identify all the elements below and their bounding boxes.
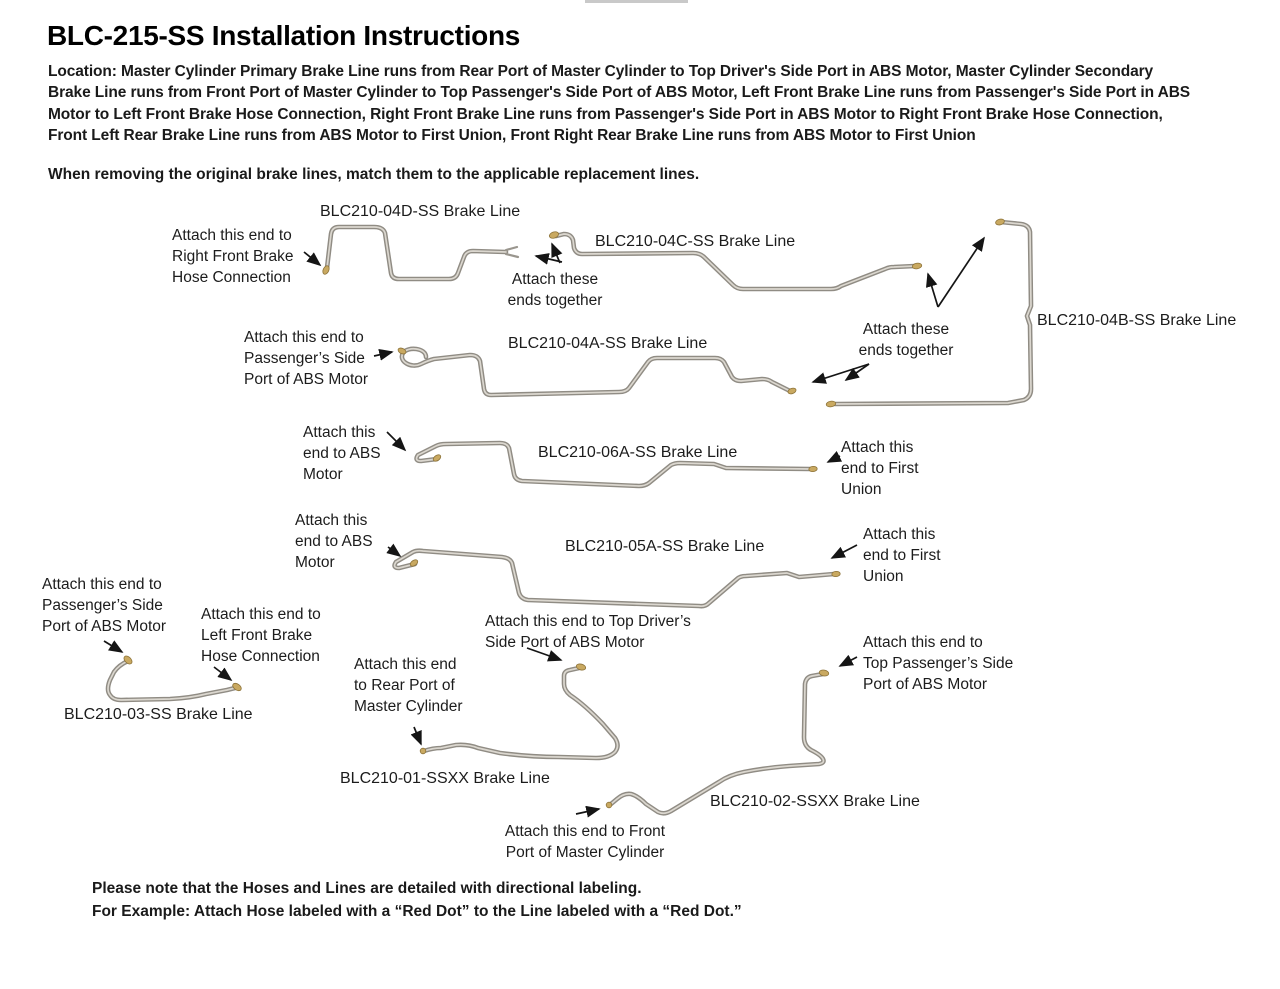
arrow [388,547,400,556]
fork-fitting [506,247,517,250]
arrow [104,641,122,652]
part-label-04b: BLC210-04B-SS Brake Line [1037,312,1237,329]
arrow [846,364,869,380]
fitting [826,401,836,408]
annotation-04a-left: Attach this end to Passenger’s Side Port of ABS Motor [244,329,369,388]
fitting [912,262,922,269]
tube-blc210-05a [395,551,834,607]
part-label-03: BLC210-03-SS Brake Line [64,706,253,723]
annotation-03-right: Attach this end to Left Front Brake Hose Connection [201,606,321,665]
annotation-01-top: Attach this end to Top Driver’s Side Port of ABS Motor [485,613,691,651]
fitting [322,265,331,276]
fitting [809,466,818,472]
part-label-04c: BLC210-04C-SS Brake Line [595,233,796,250]
annotation-join-2: Attach these ends together [858,321,954,359]
fitting [397,347,407,355]
part-label-05a: BLC210-05A-SS Brake Line [565,538,765,555]
location-line: Motor to Left Front Brake Hose Connection, Right Front Brake Line runs from Passenger's Side Port in ABS Motor to Right Front Brake Hose Connection, [48,105,1163,123]
arrow [813,364,869,382]
annotation-03-left: Attach this end to Passenger’s Side Port of ABS Motor [42,576,167,635]
annotation-05a-left: Attach this end to ABS Motor [295,512,373,571]
arrow [387,432,405,450]
arrow [828,456,840,462]
page-title: BLC-215-SS Installation Instructions [47,20,521,51]
arrow [214,667,231,680]
arrow [832,545,857,558]
tube-blc210-04b [835,222,1031,404]
annotation-05a-right: Attach this end to First Union [863,526,941,585]
fitting [548,231,559,240]
arrow [840,657,857,666]
annotation-06a-left: Attach this end to ABS Motor [303,424,381,483]
tube-blc210-04d [327,227,518,279]
part-label-01: BLC210-01-SSXX Brake Line [340,770,550,787]
arrow [374,352,392,356]
location-line: Front Left Rear Brake Line runs from ABS Motor to First Union, Front Right Rear Brake Line runs from ABS Motor to First Union [48,127,976,145]
arrow [928,274,938,307]
directional-labeling-note: Please note that the Hoses and Lines are detailed with directional labeling. For Example: Attach Hose labeled with a “Red Dot” to the Line labeled with a “Red Dot.” [92,880,742,920]
annotation-04d-left: Attach this end to Right Front Brake Hose Connection [172,227,294,286]
tube-blc210-04a [402,349,790,395]
annotation-01-left: Attach this end to Rear Port of Master Cylinder [354,656,463,715]
part-label-04a: BLC210-04A-SS Brake Line [508,335,708,352]
annotation-join-1: Attach these ends together [507,271,603,309]
fitting [995,218,1005,226]
part-label-02: BLC210-02-SSXX Brake Line [710,793,920,810]
fitting [420,748,426,754]
annotation-06a-right: Attach this end to First Union [841,439,919,498]
annotation-02-left: Attach this end to Front Port of Master Cylinder [504,823,666,861]
part-label-04d: BLC210-04D-SS Brake Line [320,203,521,220]
fitting [606,802,612,808]
arrow [304,252,320,265]
annotation-02-top: Attach this end to Top Passenger’s Side Port of ABS Motor [863,634,1014,693]
location-line: Location: Master Cylinder Primary Brake Line runs from Rear Port of Master Cylinder to Top Driver's Side Port in ABS Motor, Master Cylinder Secondary [48,63,1154,80]
fork-fitting [506,254,518,257]
location-line: Brake Line runs from Front Port of Master Cylinder to Top Passenger's Side Port of ABS Motor, Left Front Brake Line runs from Passenger's Side Port in ABS [48,84,1191,102]
arrow [414,727,421,744]
arrow [938,238,984,307]
arrow [576,809,599,814]
part-label-06a: BLC210-06A-SS Brake Line [538,444,738,461]
fitting [832,571,841,577]
matching-instruction: When removing the original brake lines, match them to the applicable replacement lines. [48,166,700,183]
